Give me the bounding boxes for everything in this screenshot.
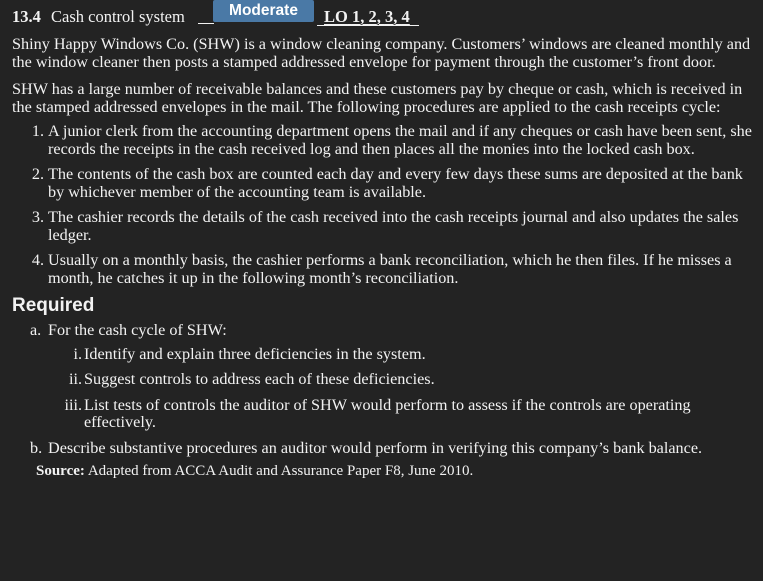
procedure-number: 2.	[31, 165, 44, 183]
source-text: Adapted from ACCA Audit and Assurance Paper F8, June 2010.	[87, 463, 474, 479]
sub-question-text: List tests of controls the auditor of SHW would perform to assess if the controls are operating effectively.	[84, 395, 691, 431]
exercise-title: Cash control system	[51, 7, 185, 26]
exercise-page	[12, 0, 757, 481]
context-paragraph: SHW has a large number of receivable balances and these customers pay by cheque or cash, which is received in the stamped addressed envelopes in the mail. The following procedures are applied to the cash receipts cycle:	[12, 80, 743, 116]
title-rule	[198, 23, 214, 24]
sub-question	[12, 371, 757, 389]
lo-link-2[interactable]: 2	[368, 7, 377, 26]
learning-objectives: LO 1, 2, 3, 4	[317, 8, 419, 26]
sub-question-list	[12, 346, 757, 432]
required-letter: a.	[30, 321, 42, 339]
required-letter: b.	[30, 438, 43, 457]
procedure-number: 1.	[31, 122, 44, 140]
intro-paragraph: Shiny Happy Windows Co. (SHW) is a window cleaning company. Customers’ windows are cleaned monthly and the window cleaner then posts a stamped addressed envelope for payment through the customer’s front door.	[12, 35, 751, 71]
required-item-b	[12, 440, 757, 458]
lo-link-3[interactable]: 3	[384, 7, 394, 26]
procedure-list	[12, 123, 757, 287]
difficulty-badge: Moderate	[213, 0, 314, 22]
exercise-number: 13.4	[12, 7, 41, 26]
required-heading: Required	[12, 295, 95, 316]
lo-link-4[interactable]: 4	[401, 7, 410, 26]
sub-question-number: iii.	[64, 395, 82, 414]
required-text: For the cash cycle of SHW:	[48, 321, 227, 339]
source-label: Source:	[36, 463, 85, 479]
sub-question-text: Identify and explain three deficiencies in the system.	[84, 344, 426, 363]
source-note	[36, 463, 757, 481]
lo-link-1[interactable]: 1	[351, 7, 361, 26]
procedure-text: The cashier records the details of the cash received into the cash receipts journal and also updates the sales ledger.	[48, 208, 739, 244]
sub-question-number: i.	[73, 344, 82, 363]
exercise-header	[12, 0, 757, 26]
required-item-a	[12, 322, 757, 340]
sub-question	[12, 346, 757, 364]
procedure-text: The contents of the cash box are counted each day and every few days these sums are deposited at the bank by whichever member of the accounting team is available.	[48, 165, 743, 201]
lo-prefix: LO	[324, 7, 348, 26]
procedure-item	[12, 123, 757, 158]
sub-question	[12, 397, 757, 432]
procedure-item	[12, 209, 757, 244]
procedure-number: 4.	[31, 251, 44, 269]
procedure-text: Usually on a monthly basis, the cashier performs a bank reconciliation, which he then files. If he misses a month, he catches it up in the following month’s reconciliation.	[48, 251, 732, 287]
procedure-text: A junior clerk from the accounting department opens the mail and if any cheques or cash have been sent, she records the receipts in the cash received log and then places all the monies into the locked cash box.	[48, 122, 752, 158]
procedure-number: 3.	[31, 208, 44, 226]
procedure-item	[12, 166, 757, 201]
sub-question-number: ii.	[68, 370, 82, 388]
required-text: Describe substantive procedures an auditor would perform in verifying this company’s bank balance.	[48, 438, 703, 457]
sub-question-text: Suggest controls to address each of these deficiencies.	[84, 370, 435, 388]
procedure-item	[12, 252, 757, 287]
